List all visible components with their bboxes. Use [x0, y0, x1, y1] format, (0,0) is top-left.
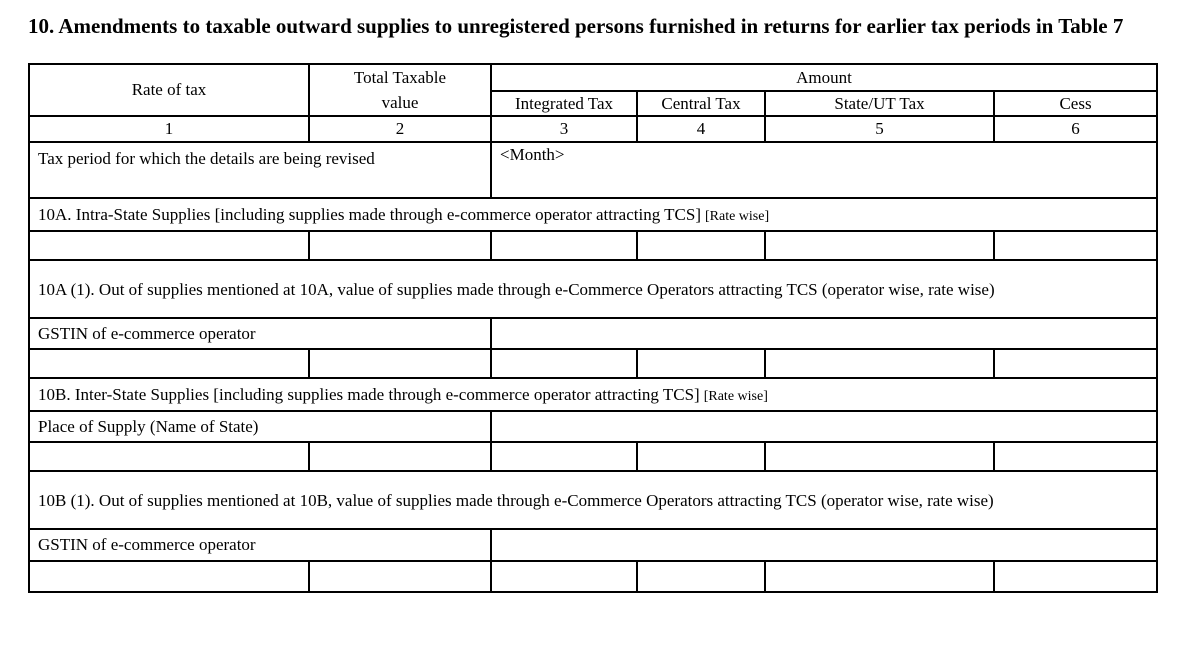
- tax-period-month-cell: <Month>: [491, 142, 1157, 198]
- data-row-10a: [29, 231, 1157, 260]
- blank-cell-rate: [29, 231, 309, 260]
- gstin-value-cell-10b1: [491, 529, 1157, 561]
- blank-cell-cess: [994, 349, 1157, 378]
- blank-cell-taxable-value: [309, 561, 491, 592]
- tax-period-label: Tax period for which the details are being revised: [38, 149, 375, 168]
- place-of-supply-label: Place of Supply (Name of State): [29, 411, 491, 442]
- blank-cell-cess: [994, 442, 1157, 471]
- data-row-10b: [29, 442, 1157, 471]
- data-row-10a1: [29, 349, 1157, 378]
- blank-cell-integrated-tax: [491, 442, 637, 471]
- blank-cell-integrated-tax: [491, 231, 637, 260]
- place-of-supply-value-cell: [491, 411, 1157, 442]
- blank-cell-rate: [29, 442, 309, 471]
- section-header-10a-rate-wise: [Rate wise]: [704, 208, 770, 224]
- col-number-5: 5: [765, 116, 994, 142]
- data-row-10b1: [29, 561, 1157, 592]
- col-number-1: 1: [29, 116, 309, 142]
- tax-period-label-cell: [29, 142, 491, 198]
- blank-cell-integrated-tax: [491, 349, 637, 378]
- section-title: 10. Amendments to taxable outward supplies to unregistered persons furnished in returns for earlier tax periods in Table 7: [28, 14, 1124, 38]
- section-header-10a: [29, 198, 1157, 231]
- gstin-label-10b1: GSTIN of e-commerce operator: [29, 529, 491, 561]
- col-header-rate-of-tax: [29, 64, 309, 116]
- section-header-10a-label: 10A. Intra-State Supplies [including supplies made through e-commerce operator attracting TCS]: [38, 204, 701, 224]
- blank-cell-state-ut-tax: [765, 349, 994, 378]
- col-number-3: 3: [491, 116, 637, 142]
- col-header-integrated-tax: Integrated Tax: [491, 91, 637, 116]
- col-number-2: 2: [309, 116, 491, 142]
- blank-cell-central-tax: [637, 231, 765, 260]
- blank-cell-central-tax: [637, 442, 765, 471]
- col-header-cess: Cess: [994, 91, 1157, 116]
- blank-cell-state-ut-tax: [765, 231, 994, 260]
- col-header-state-ut-tax: State/UT Tax: [765, 91, 994, 116]
- blank-cell-state-ut-tax: [765, 442, 994, 471]
- amendments-table: [28, 63, 1158, 593]
- section-header-10b: [29, 378, 1157, 411]
- col-number-6: 6: [994, 116, 1157, 142]
- gstin-value-cell-10a1: [491, 318, 1157, 349]
- col-header-rate-of-tax-label: Rate of tax: [131, 80, 207, 99]
- blank-cell-taxable-value: [309, 231, 491, 260]
- blank-cell-state-ut-tax: [765, 561, 994, 592]
- blank-cell-integrated-tax: [491, 561, 637, 592]
- col-header-central-tax: Central Tax: [637, 91, 765, 116]
- blank-cell-rate: [29, 349, 309, 378]
- blank-cell-central-tax: [637, 561, 765, 592]
- blank-cell-cess: [994, 231, 1157, 260]
- section-header-10b1: 10B (1). Out of supplies mentioned at 10B, value of supplies made through e-Commerce Operators attracting TCS (operator wise, rate wise): [29, 471, 1157, 529]
- blank-cell-central-tax: [637, 349, 765, 378]
- section-header-10b-label: 10B. Inter-State Supplies [including supplies made through e-commerce operator attracting TCS]: [38, 384, 700, 404]
- blank-cell-taxable-value: [309, 349, 491, 378]
- col-header-total-taxable-value: [309, 64, 491, 116]
- section-header-10a1: 10A (1). Out of supplies mentioned at 10A, value of supplies made through e-Commerce Operators attracting TCS (operator wise, rate wise): [29, 260, 1157, 318]
- blank-cell-rate: [29, 561, 309, 592]
- col-header-total-taxable-value-label: Total Taxable value: [353, 68, 447, 112]
- col-header-amount: Amount: [491, 64, 1157, 91]
- section-header-10b-rate-wise: [Rate wise]: [703, 388, 768, 404]
- col-number-4: 4: [637, 116, 765, 142]
- blank-cell-taxable-value: [309, 442, 491, 471]
- gstin-label-10a1: GSTIN of e-commerce operator: [29, 318, 491, 349]
- blank-cell-cess: [994, 561, 1157, 592]
